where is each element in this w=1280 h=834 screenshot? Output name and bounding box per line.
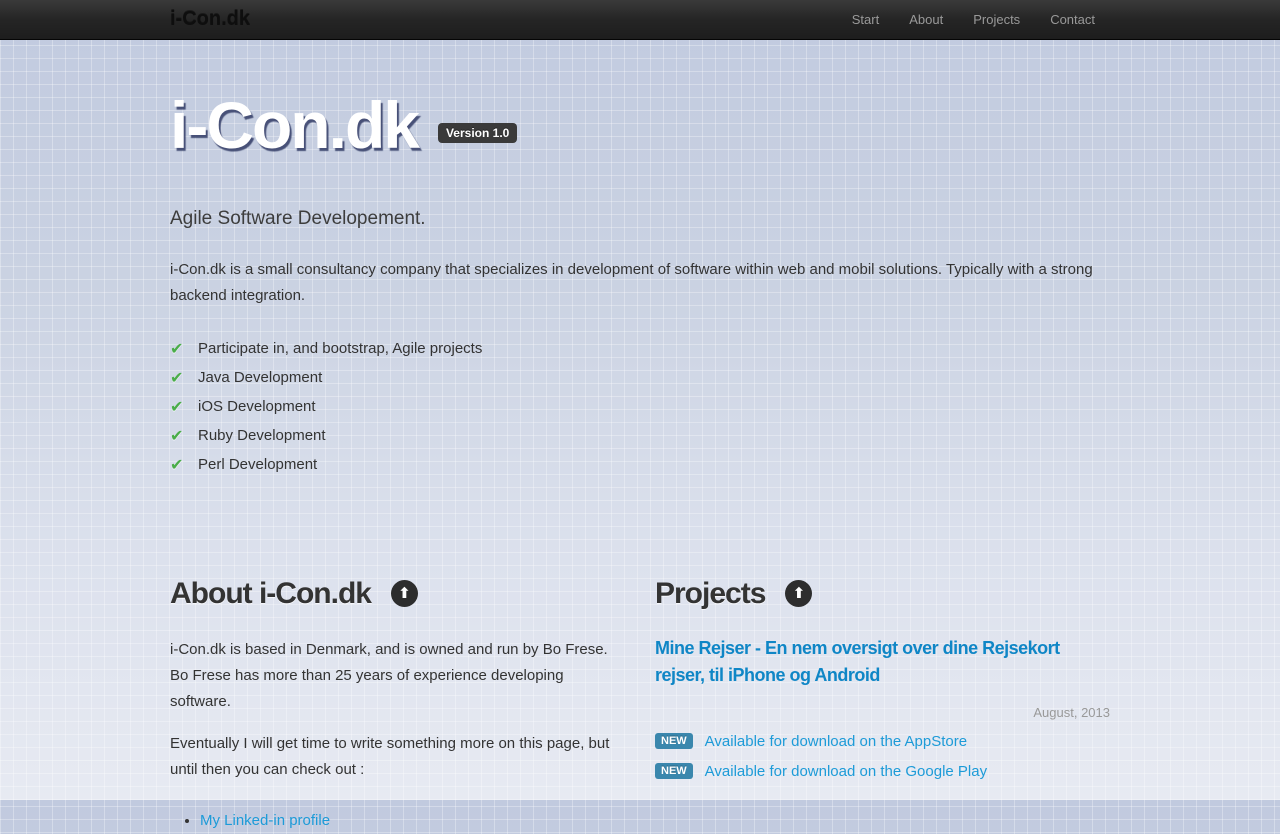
list-item [170, 339, 1110, 359]
list-item [170, 368, 1110, 388]
list-item [200, 808, 625, 834]
download-row [655, 733, 1110, 750]
intro-paragraph: i-Con.dk is a small consultancy company that specializes in development of software within web and mobil solutions. Typically with a strong backend integration. [170, 260, 1093, 304]
back-to-top-icon[interactable]: ⬆ [785, 580, 812, 607]
download-row [655, 763, 1110, 780]
new-badge: NEW [655, 763, 693, 779]
project-title-link[interactable]: Mine Rejser - En nem oversigt over dine Rejsekort rejser, til iPhone og Android [655, 637, 1060, 685]
linkedin-profile-link[interactable]: My Linked-in profile [200, 811, 331, 829]
services-list [170, 339, 1110, 475]
service-label: Participate in, and bootstrap, Agile projects [198, 340, 483, 358]
hero-section [170, 88, 1110, 475]
nav-item-start [837, 2, 894, 37]
about-paragraph: i-Con.dk is based in Denmark, and is owned and run by Bo Frese. Bo Frese has more than 25 years of experience developing software. [170, 640, 608, 710]
new-badge: NEW [655, 733, 693, 749]
check-icon: ✔ [170, 456, 184, 474]
navbar-brand[interactable]: i-Con.dk [170, 8, 250, 30]
nav-link-start[interactable]: Start [851, 12, 880, 27]
nav-link-projects[interactable]: Projects [973, 12, 1021, 27]
about-links-list [170, 808, 625, 834]
version-badge: Version 1.0 [438, 123, 517, 143]
check-icon: ✔ [170, 427, 184, 445]
project-date: August, 2013 [1033, 704, 1110, 720]
check-icon: ✔ [170, 369, 184, 387]
about-title: About i-Con.dk [170, 576, 371, 610]
check-icon: ✔ [170, 340, 184, 358]
service-label: Ruby Development [198, 427, 326, 445]
service-label: Perl Development [198, 456, 318, 474]
tagline: Agile Software Developement. [170, 207, 426, 229]
googleplay-download-link[interactable]: Available for download on the Google Play [704, 762, 988, 780]
list-item [170, 455, 1110, 475]
nav-item-contact [1035, 2, 1110, 37]
projects-section [655, 577, 1110, 834]
nav-link-contact[interactable]: Contact [1050, 12, 1095, 27]
projects-title: Projects [655, 576, 766, 610]
about-paragraph: Eventually I will get time to write something more on this page, but until then you can check out : [170, 734, 610, 778]
appstore-download-link[interactable]: Available for download on the AppStore [704, 732, 968, 750]
nav-link-about[interactable]: About [909, 12, 944, 27]
nav-item-projects [958, 2, 1035, 37]
service-label: Java Development [198, 369, 323, 387]
service-label: iOS Development [198, 398, 316, 416]
list-item [170, 397, 1110, 417]
back-to-top-icon[interactable]: ⬆ [391, 580, 418, 607]
site-logo: i-Con.dk [170, 88, 418, 162]
check-icon: ✔ [170, 398, 184, 416]
list-item [170, 426, 1110, 446]
nav-item-about [894, 2, 958, 37]
top-navbar [0, 0, 1280, 40]
navbar-menu [837, 2, 1110, 37]
about-section [170, 577, 625, 834]
